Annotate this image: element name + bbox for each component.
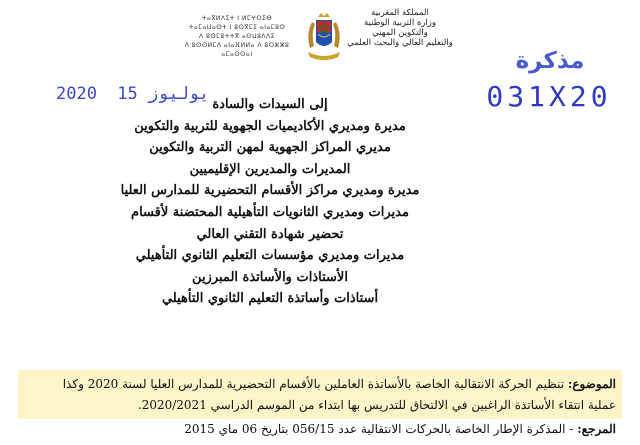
addressee-line: مديرة ومديري مراكز الأقسام التحضيرية للمدارس العليا bbox=[120, 183, 420, 199]
date-year: 2020 bbox=[56, 84, 97, 104]
reference-text: - المذكرة الإطار الخاصة بالحركات الانتقالية عدد 056/15 بتاريخ 06 ماي 2015 bbox=[184, 422, 574, 436]
tifinagh-line: ⴷ ⵓⵙⵙⵍⵎⴷ ⴰⵏⴰⴼⵍⵍⴰ ⴷ ⵓⵔⵣⵣⵓ ⴰⵎⴰⵙⵙⴰⵏ bbox=[184, 42, 290, 58]
addressee-line: المديرات والمديرين الإقليميين bbox=[189, 161, 351, 177]
addressee-line: مديرة ومديري الأكاديميات الجهوية للتربية والتكوين bbox=[134, 118, 406, 134]
memo-title: مذكرة bbox=[515, 48, 585, 74]
addressee-line: مديرات ومديري الثانويات التأهيلية المحتضنة لأقسام bbox=[131, 204, 409, 220]
tifinagh-line: ⵜⴰⵎⴰⵡⴰⵙⵜ ⵏ ⵓⵙⴳⵎⵉ ⴰⵏⴰⵎⵓⵔ bbox=[188, 24, 286, 31]
tifinagh-line: ⴷ ⵓⵙⵎⵓⵜⵜⴳ ⴰⵙⵡⵓⴷⴷⵉ bbox=[199, 33, 275, 40]
addressee-line: أستاذات وأساتذة التعليم الثانوي التأهيلي bbox=[161, 291, 379, 307]
subject-text-2: عملية انتقاء الأساتذة الراغبين في الالتحاق للتدريس بها ابتداء من الموسم الدراسي 2020/2021. bbox=[137, 398, 616, 412]
subject-line-1 bbox=[24, 374, 616, 395]
reference-label: المرجع: bbox=[577, 422, 616, 436]
letterhead-arabic bbox=[336, 8, 464, 48]
letterhead-line: المملكة المغربية bbox=[371, 8, 429, 18]
letterhead-line: والتعليم العالي والبحث العلمي bbox=[347, 38, 453, 48]
date-day: 15 bbox=[117, 84, 138, 104]
addressee-line: إلى السيدات والسادة bbox=[212, 97, 328, 112]
letterhead-line: وزارة التربية الوطنية bbox=[363, 18, 437, 28]
addressee-line: مديرات ومديري مؤسسات التعليم الثانوي التأهيلي bbox=[135, 248, 405, 264]
addressee-list bbox=[100, 94, 440, 310]
addressee-line: تحضير شهادة التقني العالي bbox=[196, 226, 344, 242]
letterhead-line: والتكوين المهني bbox=[372, 28, 428, 38]
addressee-line: الأستاذات والأساتذة المبرزين bbox=[192, 269, 348, 285]
memo-number: 031X20 bbox=[486, 80, 612, 113]
addressee-line: مديري المراكز الجهوية لمهن التربية والتكوين bbox=[149, 140, 391, 156]
tifinagh-line: ⵜⴰⴳⵍⴷⵉⵜ ⵏ ⵍⵎⵖⵔⵉⴱ bbox=[201, 15, 273, 22]
subject-text-1: تنظيم الحركة الانتقالية الخاصة بالأساتذة العاملين بالأقسام التحضيرية للمدارس العليا لسنة 2020 وكذا bbox=[62, 377, 565, 391]
reference-section bbox=[18, 420, 622, 438]
subject-label: الموضوع: bbox=[567, 377, 616, 391]
date-month: يوليوز bbox=[147, 84, 210, 104]
letterhead-tifinagh bbox=[176, 14, 298, 59]
subject-section bbox=[18, 370, 622, 419]
